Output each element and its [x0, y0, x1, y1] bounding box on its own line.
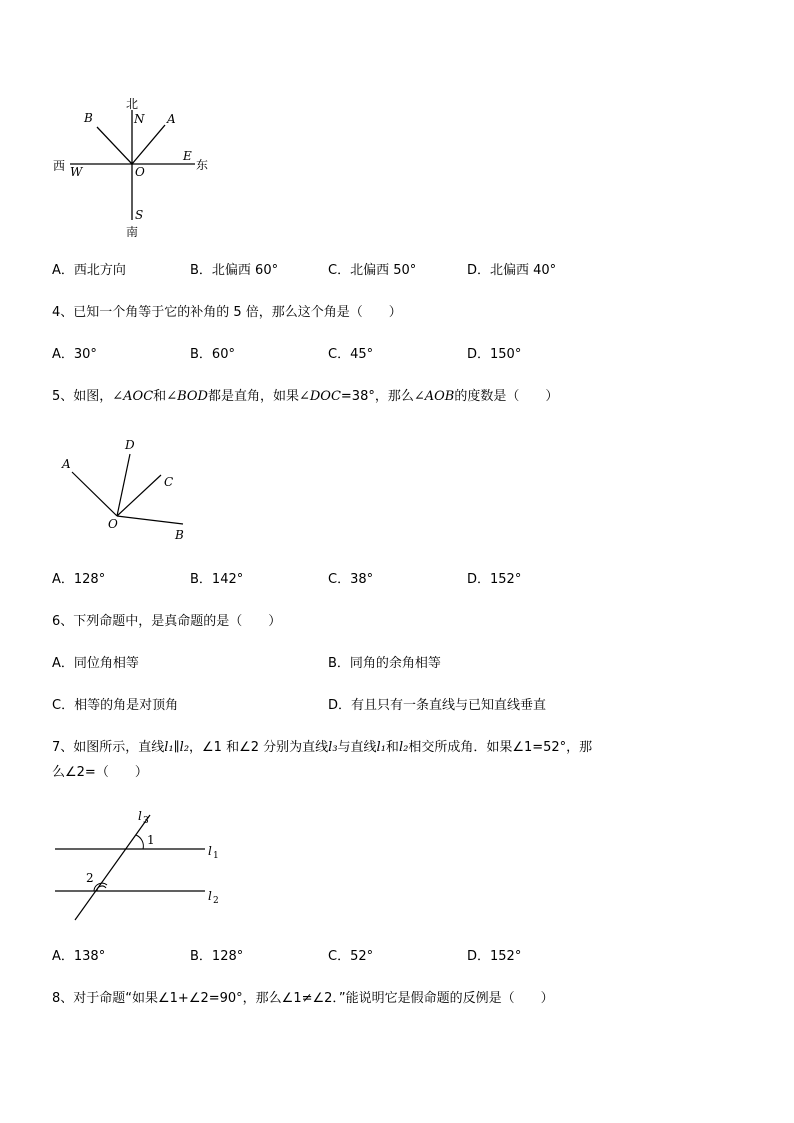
q7-option-c: C．52° [328, 949, 374, 964]
label-l2-sub: 2 [213, 896, 219, 906]
q6-option-c: C．相等的角是对顶角 [52, 698, 179, 713]
label-A: A [167, 112, 176, 126]
q5-question [52, 388, 558, 406]
q7-option-b: B．128° [190, 949, 244, 964]
q7-question-line2: 么∠2=（ ） [52, 765, 148, 780]
q7-l1: l₁ [376, 740, 386, 755]
ray-OA [132, 125, 165, 164]
q5-option-c: C．38° [328, 572, 374, 587]
q5-option-b: B．142° [190, 572, 244, 587]
parallel-lines-figure [50, 805, 230, 925]
q4-option-d: D．150° [467, 347, 522, 362]
q5-mid1: 和 [153, 389, 167, 404]
q3-option-b: B．北偏西 60° [190, 263, 279, 278]
label-north-cn: 北 [126, 97, 139, 111]
q5-angle-bod: ∠BOD [166, 389, 208, 404]
q4-option-b: B．60° [190, 347, 235, 362]
q7-mid2: 与直线 [337, 740, 377, 755]
label-l1-sub: 1 [213, 851, 219, 861]
q5-option-a: A．128° [52, 572, 106, 587]
q5-mid2: 都是直角，如果 [207, 389, 299, 404]
q5-suffix: 的度数是（ ） [454, 389, 559, 404]
q5-angle-aob: ∠AOB [413, 389, 455, 404]
label-B: B [84, 111, 93, 125]
label-l1: l [208, 844, 212, 858]
q5-option-d: D．152° [467, 572, 522, 587]
label-O: O [108, 517, 118, 531]
q5-mid3: =38°，那么 [340, 389, 414, 404]
compass-figure [50, 95, 220, 245]
label-l2: l [208, 889, 212, 903]
label-l3: l [138, 809, 142, 823]
label-east-cn: 东 [196, 158, 209, 172]
label-west-cn: 西 [53, 159, 66, 173]
q7-question-line1 [52, 739, 592, 757]
label-A: A [62, 457, 71, 471]
q7-mid3: 和 [385, 740, 399, 755]
label-N: N [134, 112, 145, 126]
q8-question: 8、对于命题“如果∠1+∠2=90°，那么∠1≠∠2．”能说明它是假命题的反例是（ ） [52, 991, 554, 1006]
ray-OB [97, 127, 132, 164]
q5-angle-aoc: ∠AOC [112, 389, 154, 404]
q6-question: 6、下列命题中，是真命题的是（ ） [52, 614, 282, 629]
label-E: E [183, 149, 192, 163]
q3-option-c: C．北偏西 50° [328, 263, 417, 278]
q7-prefix: 7、如图所示，直线 [52, 740, 165, 755]
q7-suffix: 相交所成角．如果∠1=52°，那 [408, 740, 593, 755]
label-south-cn: 南 [126, 225, 139, 239]
label-B: B [175, 528, 184, 542]
q7-l2: l₂ [398, 740, 409, 755]
label-l3-sub: 3 [143, 816, 149, 826]
label-D: D [125, 438, 135, 452]
q6-option-a: A．同位角相等 [52, 656, 139, 671]
label-O: O [135, 165, 145, 179]
q7-l1-parallel-l2: l₁∥l₂ [164, 740, 190, 755]
q4-option-c: C．45° [328, 347, 374, 362]
q6-option-b: B．同角的余角相等 [328, 656, 441, 671]
angle-1-arc [136, 835, 143, 849]
label-angle-2: 2 [86, 871, 94, 885]
q3-option-a: A．西北方向 [52, 263, 126, 278]
ray-OB [117, 516, 183, 524]
label-angle-1: 1 [147, 833, 155, 847]
q3-option-d: D．北偏西 40° [467, 263, 557, 278]
q6-option-d: D．有且只有一条直线与已知直线垂直 [328, 698, 547, 713]
q4-option-a: A．30° [52, 347, 97, 362]
label-S: S [135, 208, 144, 222]
q7-mid: ，∠1 和∠2 分别为直线 [189, 740, 329, 755]
label-C: C [164, 475, 174, 489]
q7-l3: l₃ [328, 740, 338, 755]
line-l3 [75, 815, 150, 920]
q5-prefix: 5、如图， [52, 389, 113, 404]
q4-question: 4、已知一个角等于它的补角的 5 倍，那么这个角是（ ） [52, 305, 402, 320]
label-W: W [70, 165, 83, 179]
q7-option-d: D．152° [467, 949, 522, 964]
angle-figure [55, 432, 200, 547]
ray-OD [117, 454, 130, 516]
q7-option-a: A．138° [52, 949, 106, 964]
q5-angle-doc: ∠DOC [298, 389, 341, 404]
ray-OC [117, 475, 161, 516]
ray-OA [72, 472, 117, 516]
